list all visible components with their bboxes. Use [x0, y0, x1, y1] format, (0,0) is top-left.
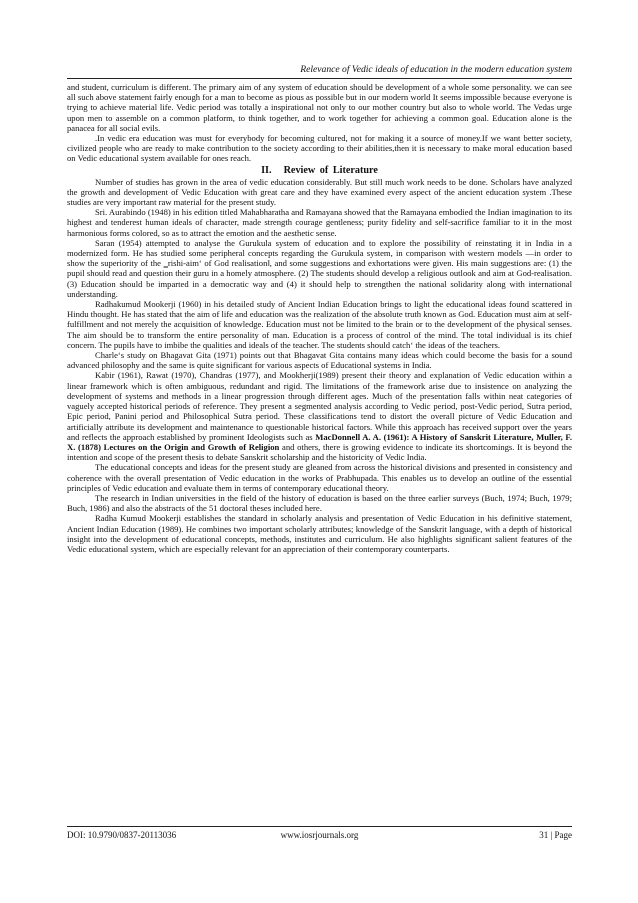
body-text [67, 82, 572, 554]
review-paragraph: Sri. Aurabindo (1948) in his edition titled Mahabharatha and Ramayana showed that the Ramayana embodied the Indian imagination to its highest and tenderest human ideals of character, made strength courage gentleness; purity fidelity and self-sacrifice familiar to it in the most harmonious forms colored, so as to attract the emotion and the aesthetic sense. [67, 207, 572, 238]
footer-doi: DOI: 10.9790/0837-20113036 [67, 830, 177, 840]
closing-paragraph: Radha Kumud Mookerji establishes the standard in scholarly analysis and presentation of Vedic Education in his definitive statement, Ancient Indian Education (1989). He combines two important scholarly attributes; knowledge of the Sanskrit language, with a depth of historical insight into the development of educational concepts, methods, institutes and curriculum. He also highlights significant salient features of the Vedic educational system, which are especially relevant for an appreciation of their contemporary counterparts. [67, 513, 572, 554]
intro-paragraph-1: and student, curriculum is different. The primary aim of any system of education should be development of a whole some personality. we can see all such above statement fairly enough for a man to become as pious as possible but in our modern world It seems impossible because everyone is trying to achieve material life. Vedic period was totally a inspirational not only to our mother country but also to whole world. The Vedas urge upon men to assemble on a common platform, to think together, and to work together for achieving a common goal. Education alone is the panacea for all social evils. [67, 82, 572, 133]
kabir-paragraph [67, 370, 572, 462]
kabir-text-before: Kabir (1961), Rawat (1970), Chandras (1977), and Mookherji(1989) present their theory and explanation of Vedic education within a linear framework which is often ambiguous, redundant and rigid. The limitations of the framework arise due to insistence on analyzing the development of systems and methods in a linear progression through different ages. Much of the presentation falls within neat categories of vaguely accepted historical periods of reference. They present a segmented analysis according to Vedic period, post-Vedic period, Sutra period, Epic period, Panini period and Philosophical Sutra period. These classifications tend to distort the overall picture of Vedic Education and artificially attribute its development and maintenance to questionable historical factors. While this approach has received support over the years and reflects the approach established by prominent Ideologists such as [67, 370, 572, 442]
intro-paragraph-2: .In vedic era education was must for everybody for becoming cultured, not for making it a source of money.If we want better society, civilized people who are ready to make contribution to the society according to their abilities,then it is necessary to make moral education based on Vedic educational system available for ones reach. [67, 133, 572, 164]
review-paragraph: Charle‘s study on Bhagavat Gita (1971) points out that Bhagavat Gita contains many ideas which could become the basis for a sound advanced philosophy and the same is quite significant for various aspects of Educational systems in India. [67, 350, 572, 371]
kabir-text-after: and others, there is growing evidence to indicate its shortcomings. It is beyond the intention and scope of the present thesis to debate Sanskrit scholarship and the historicity of Vedic India. [67, 441, 572, 463]
running-header: Relevance of Vedic ideals of education in the modern education system [300, 64, 572, 75]
section-heading [67, 165, 572, 177]
section-number: II. [261, 164, 272, 176]
header-rule [67, 78, 572, 79]
bold-citation: MacDonnell A. A. (1961): A History of Sanskrit Literature, Muller, F. X. (1878) Lectures on the Origin and Growth of Religion [67, 431, 572, 452]
review-paragraph: Radhakumud Mookerji (1960) in his detailed study of Ancient Indian Education brings to light the educational ideas found scattered in Hindu thought. He has stated that the aim of life and education was the realization of the absolute truth known as God. Education must aim at self-fulfillment and not merely the acquisition of knowledge. Education must not be limited to the brain or to the development of the physical senses. The aim should be to transform the entire personality of man. Education is a process of control of the mind. The total individual is its chief concern. The pupils have to imbibe the qualities and ideals of the teacher. The students should catch‘ the ideas of the teachers. [67, 299, 572, 350]
section-title: Review of Literature [283, 164, 378, 176]
footer-rule [67, 826, 572, 827]
review-paragraph: Number of studies has grown in the area of vedic education considerably. But still much work needs to be done. Scholars have analyzed the growth and development of Vedic Education with great care and they have examined every aspect of the ancient education system .These studies are very important raw material for the present study. [67, 176, 572, 208]
closing-paragraph: The research in Indian universities in the field of the history of education is based on the three earlier surveys (Buch, 1974; Buch, 1979; Buch, 1986) and also the abstracts of the 51 doctoral theses included here. [67, 492, 572, 514]
closing-paragraph: The educational concepts and ideas for the present study are gleaned from across the historical divisions and presented in consistency and coherence with the overall presentation of Vedic education in the works of Prabhupada. This enables us to develop an outline of the essential principles of Vedic education and evaluate them in terms of contemporary educational theory. [67, 462, 572, 493]
review-paragraph: Saran (1954) attempted to analyse the Gurukula system of education and to explore the possibility of reinstating it in India in a modernized form. He has studied some peripheral concepts regarding the Gurukula system, in comparison with western models ―in order to show the superiority of the ‗rishi-aim‘ of God realisation‖, and some suggestions and exhortations were given. His main suggestions are: (1) the pupil should read and question their guru in a homely atmosphere. (2) The students should develop a religious outlook and aim at God-realisation. (3) Education should be imparted in a democratic way and (4) it should help to strengthen the national solidarity along with international understanding. [67, 237, 572, 299]
footer-website: www.iosrjournals.org [280, 830, 359, 840]
footer-page-number: 31 | Page [539, 830, 572, 840]
